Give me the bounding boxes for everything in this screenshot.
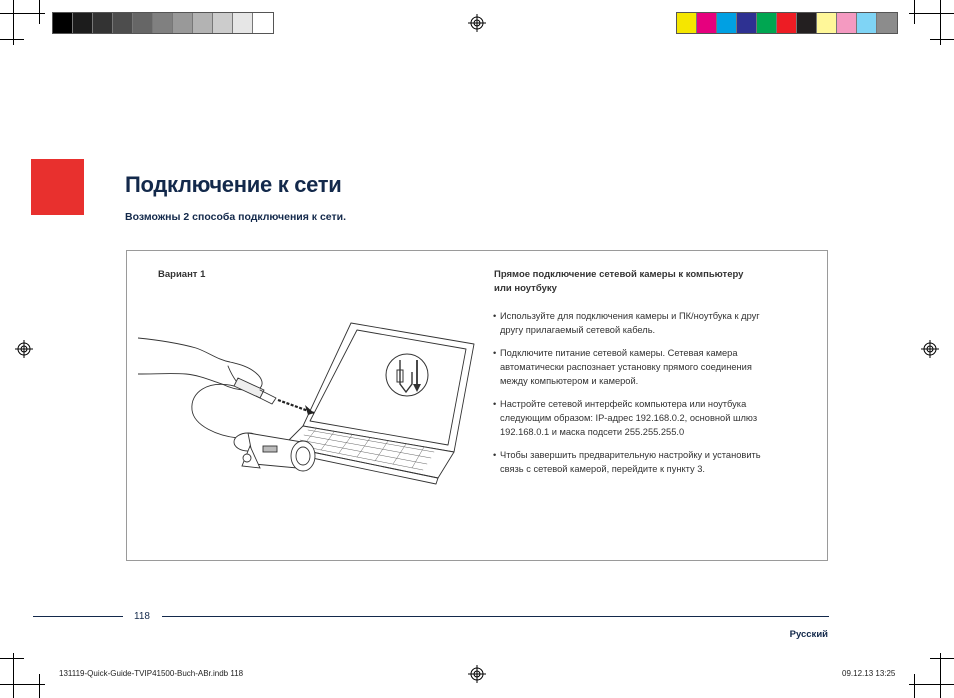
color-bar bbox=[676, 12, 898, 34]
page-title: Подключение к сети bbox=[125, 172, 342, 197]
color-swatch bbox=[737, 13, 757, 33]
gray-swatch bbox=[93, 13, 113, 33]
gray-swatch bbox=[193, 13, 213, 33]
color-swatch bbox=[697, 13, 717, 33]
page-subtitle: Возможны 2 способа подключения к сети. bbox=[125, 211, 347, 223]
section-heading: Прямое подключение сетевой камеры к компьютеру или ноутбуку bbox=[494, 269, 744, 294]
print-timestamp: 09.12.13 13:25 bbox=[842, 669, 896, 678]
connection-illustration bbox=[138, 318, 483, 503]
list-item: • Настройте сетевой интерфейс компьютера или ноутбука следующим образом: IP-адрес 192.168.0.2, основной шлюз 192.168.0.1 и маска подсети 255.255.255.0 bbox=[493, 399, 758, 437]
variant-label: Вариант 1 bbox=[158, 269, 206, 280]
footer-rule bbox=[162, 616, 829, 617]
grayscale-bar bbox=[52, 12, 274, 34]
file-info: 131119-Quick-Guide-TVIP41500-Buch-ABr.indb 118 bbox=[59, 669, 244, 678]
color-swatch bbox=[817, 13, 837, 33]
page-number: 118 bbox=[134, 611, 150, 622]
gray-swatch bbox=[233, 13, 253, 33]
list-item: • Подключите питание сетевой камеры. Сетевая камера автоматически распознает установку прямого соединения между компьютером и камерой. bbox=[493, 348, 752, 386]
gray-swatch bbox=[213, 13, 233, 33]
footer-rule bbox=[33, 616, 123, 617]
gray-swatch bbox=[53, 13, 73, 33]
color-swatch bbox=[837, 13, 857, 33]
color-swatch bbox=[857, 13, 877, 33]
section-tab bbox=[31, 159, 84, 215]
gray-swatch bbox=[73, 13, 93, 33]
gray-swatch bbox=[153, 13, 173, 33]
gray-swatch bbox=[113, 13, 133, 33]
language-label: Русский bbox=[789, 629, 828, 640]
color-swatch bbox=[877, 13, 897, 33]
registration-mark-icon bbox=[468, 14, 486, 32]
color-swatch bbox=[777, 13, 797, 33]
network-cable-icon bbox=[386, 354, 428, 396]
gray-swatch bbox=[253, 13, 273, 33]
color-swatch bbox=[797, 13, 817, 33]
list-item: • Используйте для подключения камеры и ПК/ноутбука к друг другу прилагаемый сетевой кабель. bbox=[493, 311, 760, 335]
registration-mark-icon bbox=[15, 340, 33, 358]
registration-mark-icon bbox=[468, 665, 486, 683]
color-swatch bbox=[757, 13, 777, 33]
gray-swatch bbox=[173, 13, 193, 33]
registration-mark-icon bbox=[921, 340, 939, 358]
instruction-list bbox=[493, 309, 793, 485]
color-swatch bbox=[717, 13, 737, 33]
gray-swatch bbox=[133, 13, 153, 33]
color-swatch bbox=[677, 13, 697, 33]
list-item: • Чтобы завершить предварительную настройку и установить связь с сетевой камерой, перейдите к пункту 3. bbox=[493, 450, 761, 474]
